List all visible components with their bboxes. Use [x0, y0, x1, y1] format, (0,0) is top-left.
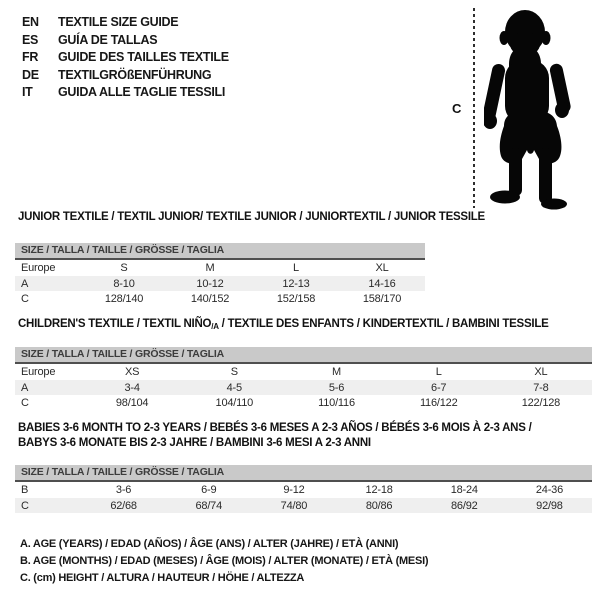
height-cell: 158/170	[362, 293, 402, 305]
table-row-height	[15, 291, 425, 307]
language-code: ES	[22, 32, 39, 47]
table-row-height	[15, 395, 592, 411]
size-header-bar: SIZE / TALLA / TAILLE / GRÖSSE / TAGLIA	[15, 347, 592, 364]
legend-footnotes	[20, 536, 428, 587]
language-guide-title: TEXTILGRÖßENFÜHRUNG	[58, 67, 212, 82]
age-cell: 5-6	[328, 381, 345, 394]
table-row-europe	[15, 364, 592, 380]
age-cell: 8-10	[113, 277, 135, 290]
language-row	[22, 49, 229, 67]
row-label: C	[21, 293, 29, 305]
children-title-pre: CHILDREN'S TEXTILE / TEXTIL NIÑO	[18, 318, 212, 330]
age-cell: 12-13	[282, 277, 310, 290]
size-cell: L	[435, 366, 442, 378]
size-cell: L	[293, 262, 299, 274]
row-label: B	[21, 484, 29, 496]
months-cell: 6-9	[201, 484, 217, 496]
months-cell: 24-36	[535, 484, 564, 496]
table-row-europe	[15, 260, 425, 276]
height-cell: 98/104	[115, 397, 149, 409]
row-label: Europe	[21, 366, 56, 378]
size-cell: XL	[375, 262, 389, 274]
height-cell: 92/98	[536, 499, 563, 512]
language-code: DE	[22, 67, 39, 82]
age-cell: 14-16	[368, 277, 396, 290]
babies-title-line1: BABIES 3-6 MONTH TO 2-3 YEARS / BEBÉS 3-6 MESES A 2-3 AÑOS / BÉBÉS 3-6 MOIS À 2-3 ANS /	[18, 422, 532, 434]
height-cell: 86/92	[451, 499, 478, 512]
age-cell: 4-5	[226, 381, 242, 394]
size-header-bar: SIZE / TALLA / TAILLE / GRÖSSE / TAGLIA	[15, 243, 425, 260]
language-guide-title: GUIDE DES TAILLES TEXTILE	[58, 50, 229, 64]
age-cell: 10-12	[196, 277, 224, 290]
months-cell: 18-24	[450, 484, 478, 496]
junior-section-title: JUNIOR TEXTILE / TEXTIL JUNIOR/ TEXTILE JUNIOR / JUNIORTEXTIL / JUNIOR TESSILE	[18, 211, 485, 223]
table-row-age	[15, 276, 425, 292]
table-row-age	[15, 380, 592, 396]
height-cell: 110/116	[318, 397, 355, 409]
months-cell: 3-6	[115, 484, 132, 496]
baby-silhouette-icon	[484, 8, 576, 210]
row-label: Europe	[21, 262, 56, 274]
row-label: C	[21, 397, 29, 409]
children-section-title	[18, 318, 549, 331]
row-label: A	[21, 277, 29, 290]
junior-size-table	[15, 243, 425, 307]
size-cell: S	[120, 262, 128, 274]
language-row	[22, 84, 229, 102]
language-row	[22, 32, 229, 50]
size-cell: S	[230, 366, 238, 378]
height-cell: 74/80	[280, 499, 308, 512]
babies-section-title	[18, 421, 532, 451]
height-cell: 116/122	[419, 397, 458, 409]
months-cell: 9-12	[283, 484, 305, 496]
children-title-subscript: /A	[211, 322, 219, 331]
language-row	[22, 67, 229, 85]
footnote-height-cm: C. (cm) HEIGHT / ALTURA / HAUTEUR / HÖHE / ALTEZZA	[20, 572, 305, 584]
height-measure-dashed-line	[473, 8, 475, 208]
age-cell: 7-8	[533, 381, 549, 394]
size-cell: M	[332, 366, 341, 378]
age-cell: 6-7	[431, 381, 447, 394]
height-cell: 104/110	[215, 397, 254, 409]
height-cell: 62/68	[110, 499, 137, 512]
height-cell: 128/140	[104, 293, 144, 305]
language-row	[22, 14, 229, 32]
height-cell: 152/158	[276, 293, 316, 305]
language-code: IT	[22, 85, 33, 99]
height-cell: 68/74	[195, 499, 223, 512]
height-cell: 80/86	[365, 499, 393, 512]
table-row-months	[15, 482, 592, 498]
months-cell: 12-18	[365, 484, 393, 496]
table-row-height	[15, 498, 592, 514]
children-title-post: / TEXTILE DES ENFANTS / KINDERTEXTIL / BAMBINI TESSILE	[218, 318, 549, 330]
language-guide-title: GUIDA ALLE TAGLIE TESSILI	[58, 85, 226, 99]
height-cell: 122/128	[521, 397, 561, 409]
language-code: EN	[22, 15, 39, 29]
size-cell: XL	[534, 366, 548, 378]
babies-title-line2: BABYS 3-6 MONATE BIS 2-3 JAHRE / BAMBINI 3-6 MESI A 2-3 ANNI	[18, 437, 371, 449]
size-cell: XS	[124, 366, 140, 378]
row-label: A	[21, 381, 29, 394]
row-label: C	[21, 499, 29, 512]
babies-size-table	[15, 465, 592, 513]
footnote-age-months: B. AGE (MONTHS) / EDAD (MESES) / ÂGE (MOIS) / ALTER (MONATE) / ETÀ (MESI)	[20, 555, 429, 567]
language-guide-title: GUÍA DE TALLAS	[58, 32, 158, 47]
language-title-list	[22, 14, 229, 102]
height-cell: 140/152	[190, 293, 230, 305]
footnote-age-years: A. AGE (YEARS) / EDAD (AÑOS) / ÂGE (ANS) / ALTER (JAHRE) / ETÀ (ANNI)	[20, 538, 399, 550]
age-cell: 3-4	[124, 381, 140, 394]
children-size-table	[15, 347, 592, 411]
height-measure-label: C	[452, 101, 462, 116]
size-header-bar: SIZE / TALLA / TAILLE / GRÖSSE / TAGLIA	[15, 465, 592, 482]
language-code: FR	[22, 50, 39, 64]
language-guide-title: TEXTILE SIZE GUIDE	[58, 15, 179, 29]
size-cell: M	[205, 262, 215, 274]
